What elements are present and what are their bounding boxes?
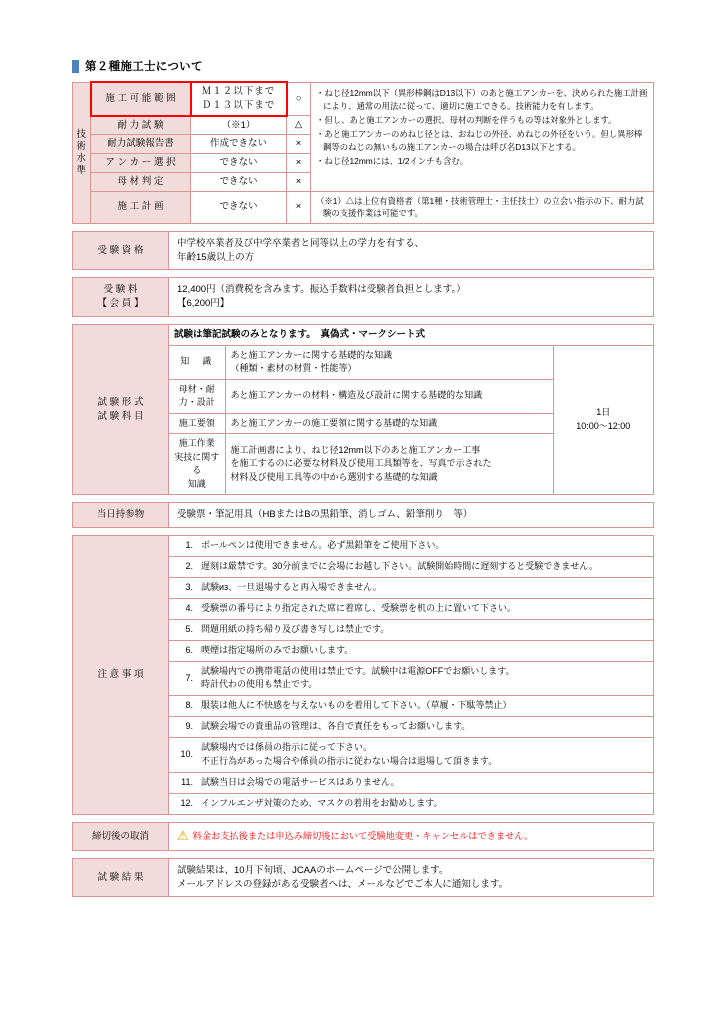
notice-no-8: 9. — [169, 717, 197, 738]
notice-no-6: 7. — [169, 661, 197, 696]
skill-row-value-4: できない — [191, 172, 287, 191]
result-line-1: 試験結果は、10月下旬頃、JCAAのホームページで公開します。 — [177, 864, 449, 876]
exam-subjects-table — [169, 346, 653, 495]
notice-text-6-line-1: 試験場内での携帯電話の使用は禁止です。試験中は電源OFFでお願いします。 — [201, 665, 515, 676]
exam-format-label-line-2: 試 験 科 目 — [97, 410, 144, 422]
skill-row-mark-3: × — [287, 154, 311, 173]
fee-label-line-1: 受 験 料 — [103, 284, 138, 296]
list-item — [169, 773, 653, 794]
notice-text-11: インフルエンザ対策のため、マスクの着用をお勧めします。 — [197, 794, 653, 814]
document-content — [72, 58, 654, 897]
notice-no-2: 3. — [169, 577, 197, 598]
result-line-2: メールアドレスの登録がある受験者へは、メールなどでご本人に通知します。 — [177, 878, 509, 890]
cancel-value — [169, 823, 654, 851]
skill-vertical-label: 技 術 水 準 — [73, 82, 91, 223]
subject-text-1: あと施工アンカーの材料・構造及び設計に関する基礎的な知識 — [225, 379, 553, 413]
subject-text-0 — [225, 346, 553, 380]
exam-duration-line-1: 1日 — [596, 407, 611, 418]
subject-label-1: 母材・耐力・設計 — [169, 379, 225, 413]
notices-label: 注 意 事 項 — [73, 535, 169, 814]
exam-duration-line-2: 10:00～12:00 — [576, 420, 631, 431]
list-item — [169, 536, 653, 556]
notice-text-5: 喫煙は指定場所のみでお願いします。 — [197, 640, 653, 661]
table-row — [73, 324, 654, 494]
notice-no-9: 10. — [169, 738, 197, 773]
notice-no-5: 6. — [169, 640, 197, 661]
qualification-value — [169, 231, 654, 270]
notice-text-6 — [197, 661, 653, 696]
notice-no-3: 4. — [169, 598, 197, 619]
list-item — [169, 738, 653, 773]
bring-label: 当日持参物 — [73, 503, 169, 528]
skill-row-value-2: 作成できない — [191, 135, 287, 154]
cancel-text: 料金お支払後または申込み締切後において受験地変更・キャンセルはできません。 — [192, 830, 534, 841]
exam-format-table — [72, 324, 654, 495]
cancel-table — [72, 822, 654, 851]
title-bullet-icon — [72, 60, 79, 73]
list-item — [169, 619, 653, 640]
list-item — [169, 717, 653, 738]
list-item — [169, 598, 653, 619]
fee-line-1: 12,400円（消費税を含みます。振込手数料は受験者負担とします。） — [177, 284, 466, 296]
subject-text-2: あと施工アンカーの施工要領に関する基礎的な知識 — [225, 413, 553, 434]
skill-row-mark-4: × — [287, 172, 311, 191]
skill-row-label-5: 施 工 計 画 — [91, 191, 191, 223]
notice-text-1: 遅刻は厳禁です。30分前までに会場にお越し下さい。試験開始時間に遅刻すると受験できません。 — [197, 556, 653, 577]
fee-label-line-2: 【 会 員 】 — [97, 298, 144, 310]
list-item — [169, 661, 653, 696]
skill-row-value-0 — [191, 82, 287, 116]
fee-label — [73, 278, 169, 317]
result-table — [72, 858, 654, 898]
notice-text-0: ボールペンは使用できません。必ず黒鉛筆をご使用下さい。 — [197, 536, 653, 556]
notice-text-8: 試験会場での貴重品の管理は、各自で責任をもってお願いします。 — [197, 717, 653, 738]
notice-text-2: 試験из、一旦退場すると再入場できません。 — [197, 577, 653, 598]
result-value — [169, 858, 654, 897]
qualification-table — [72, 231, 654, 271]
fee-value — [169, 278, 654, 317]
notice-text-3: 受験票の番号により指定された席に着席し、受験票を机の上に置いて下さい。 — [197, 598, 653, 619]
subject-text-3 — [225, 434, 553, 495]
skill-row-mark-0: ○ — [287, 82, 311, 116]
skill-note-2: ・あと施工アンカーのめねじ径とは、おねじの外径、めねじの外径をいう。但し異形棒鋼等のねじの無いもの施工アンカーの場合は呼び名D13以下とする。 — [316, 128, 643, 152]
skill-note-1: ・但し、あと施工アンカーの選択、母材の判断を伴うもの等は対象外とします。 — [316, 114, 617, 125]
notice-text-4: 問題用紙の持ち帰り及び書き写しは禁止です。 — [197, 619, 653, 640]
subject-label-2: 施工要領 — [169, 413, 225, 434]
subject-label-3-line-3: 知識 — [187, 478, 206, 489]
subject-label-3-line-2: 実技に関する — [174, 451, 220, 476]
skill-row-value-5: できない — [191, 191, 287, 223]
table-row — [73, 191, 654, 223]
notice-no-11: 12. — [169, 794, 197, 814]
exam-format-body — [169, 324, 654, 494]
page-title-text: 第２種施工士について — [85, 61, 203, 73]
qualification-line-1: 中学校卒業者及び中学卒業者と同等以上の学力を有する、 — [177, 237, 425, 249]
qualification-line-2: 年齢15歳以上の方 — [177, 251, 255, 263]
subject-text-0-line-1: あと施工アンカーに関する基礎的な知識 — [230, 349, 393, 360]
notice-text-9-line-1: 試験場内では係員の指示に従って下さい。 — [201, 742, 373, 753]
subject-label-3-line-1: 施工作業 — [178, 438, 215, 449]
notice-text-7: 服装は他人に不快感を与えないものを着用して下さい。（草履・下駄等禁止） — [197, 696, 653, 717]
skill-row-label-4: 母 材 判 定 — [91, 172, 191, 191]
list-item — [169, 696, 653, 717]
exam-format-label — [73, 324, 169, 494]
skill-row-label-1: 耐 力 試 験 — [91, 116, 191, 135]
page-title — [72, 58, 654, 74]
list-item — [169, 577, 653, 598]
exam-duration — [553, 346, 653, 495]
notice-no-0: 1. — [169, 536, 197, 556]
exam-format-headline: 試験は筆記試験のみとなります。 真偽式・マークシート式 — [169, 325, 653, 346]
result-label: 試 験 結 果 — [73, 858, 169, 897]
skill-row-value-1: （※1） — [191, 116, 287, 135]
table-row — [169, 346, 653, 380]
fee-line-2: 【6,200円】 — [177, 298, 230, 310]
skill-range-line2: Ｄ１３以下まで — [201, 99, 276, 111]
notices-list — [169, 536, 653, 814]
subject-text-0-line-2: （種類・素材の材質・性能等） — [230, 363, 357, 374]
skill-footnote-text: （※1）△は上位有資格者（第1種・技術管理士・主任技士）の立会い指示の下、耐力試験の支援作業は可能です。 — [316, 195, 644, 219]
notice-no-7: 8. — [169, 696, 197, 717]
list-item — [169, 794, 653, 814]
table-row — [73, 858, 654, 897]
notice-no-4: 5. — [169, 619, 197, 640]
subject-text-3-line-3: 材料及び使用工具等の中から選別する基礎的な知識 — [230, 471, 438, 482]
notice-text-6-line-2: 時計代わの使用も禁止です。 — [201, 679, 318, 690]
skill-footnote — [311, 191, 654, 223]
list-item — [169, 640, 653, 661]
exam-format-label-line-1: 試 験 形 式 — [97, 396, 144, 408]
table-row — [73, 823, 654, 851]
notice-text-9 — [197, 738, 653, 773]
qualification-label: 受 験 資 格 — [73, 231, 169, 270]
skill-level-table — [72, 81, 654, 224]
skill-row-label-2: 耐力試験報告書 — [91, 135, 191, 154]
table-row — [73, 535, 654, 814]
notices-body — [169, 535, 654, 814]
skill-row-mark-5: × — [287, 191, 311, 223]
notice-no-1: 2. — [169, 556, 197, 577]
table-row — [73, 503, 654, 528]
notice-text-9-line-2: 不正行為があった場合や係員の指示に従わない場合は退場して頂きます。 — [201, 756, 498, 767]
table-row — [73, 231, 654, 270]
subject-label-0: 知 識 — [169, 346, 225, 380]
skill-row-label-0: 施 工 可 能 範 囲 — [91, 82, 191, 116]
skill-range-line1: Ｍ１２以下まで — [201, 86, 276, 97]
list-item — [169, 556, 653, 577]
notice-no-10: 11. — [169, 773, 197, 794]
skill-row-label-3: ア ン カ ー 選 択 — [91, 154, 191, 173]
skill-notes — [311, 82, 654, 191]
warning-icon: ⚠ — [177, 828, 189, 844]
bring-value: 受験票・筆記用具（HBまたはBの黒鉛筆、消しゴム、鉛筆削り 等） — [169, 503, 654, 528]
skill-row-value-3: できない — [191, 154, 287, 173]
table-row — [73, 82, 654, 116]
fee-table — [72, 277, 654, 317]
table-row — [73, 278, 654, 317]
skill-row-mark-2: × — [287, 135, 311, 154]
subject-label-3 — [169, 434, 225, 495]
notice-text-10: 試験当日は会場での電話サービスはありません。 — [197, 773, 653, 794]
skill-note-0: ・ねじ径12mm以下（異形棒鋼はD13以下）のあと施工アンカーを、決められた施工計画により、通常の用法に従って、適切に施工できる。技術能力を有します。 — [316, 87, 648, 111]
cancel-label: 締切後の取消 — [73, 823, 169, 851]
notices-table — [72, 535, 654, 815]
skill-note-3: ・ねじ径12mmには、1/2インチも含む。 — [316, 155, 469, 166]
skill-row-mark-1: △ — [287, 116, 311, 135]
subject-text-3-line-2: を施工するのに必要な材料及び使用工具類等を、写真で示された — [230, 458, 492, 469]
bring-table — [72, 502, 654, 528]
subject-text-3-line-1: 施工計画書により、ねじ径12mm以下のあと施工アンカー工事 — [230, 444, 481, 455]
